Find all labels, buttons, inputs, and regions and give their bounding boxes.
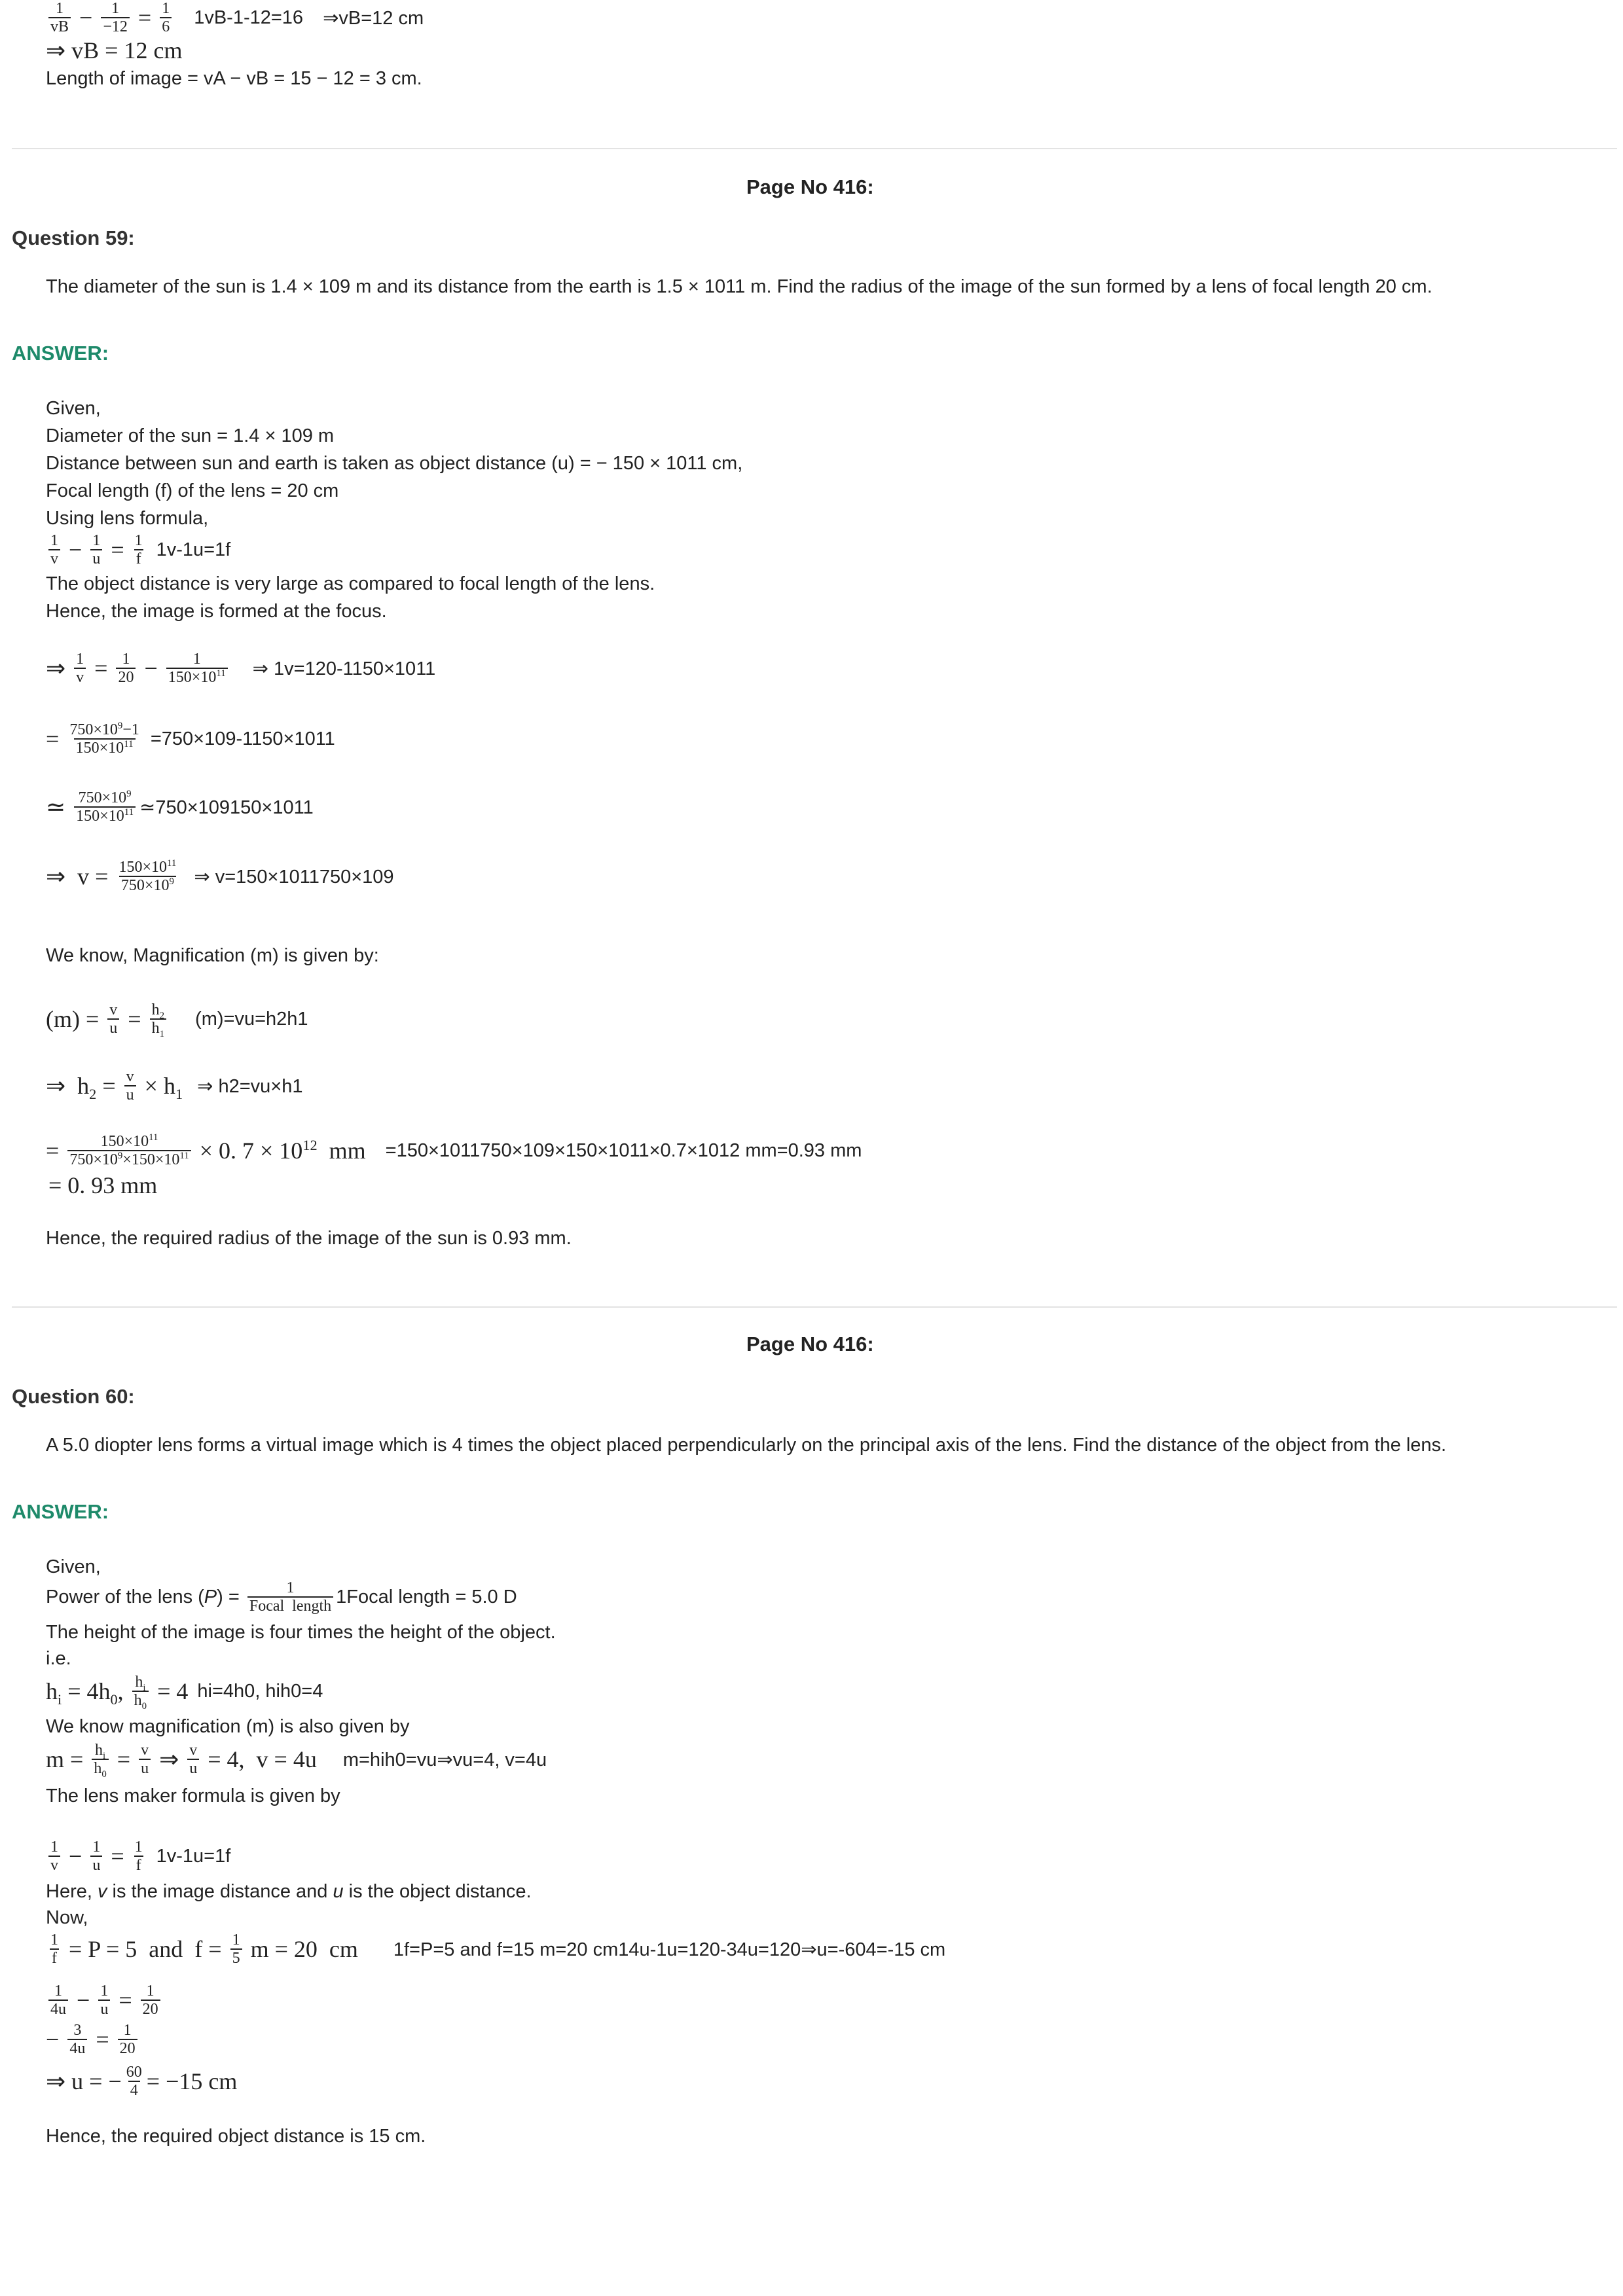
alt-text: (m)=vu=h2h1: [195, 1008, 308, 1030]
conclusion: Hence, the required radius of the image of the sun is 0.93 mm.: [46, 1228, 572, 1249]
alt-text: ⇒ h2=vu×h1: [197, 1075, 303, 1097]
final-value: = 0. 93 mm: [48, 1172, 158, 1198]
image-length: Length of image = vA − vB = 15 − 12 = 3 cm.: [46, 68, 422, 89]
using-formula: Using lens formula,: [46, 508, 209, 529]
answer-label: ANSWER:: [12, 1500, 109, 1523]
step-4: ⇒ v = $\frac{150\times 10^{11}}{750\times 10^9}$ ⇒ v=150×1011750×109: [46, 858, 394, 894]
divider: [12, 148, 1617, 149]
alt-text: ≃750×109150×1011: [139, 797, 314, 818]
lens-formula: $\frac{1}{v}$ − $\frac{1}{u}$ = $\frac{1}{f}$ 1v-1u=1f: [46, 1837, 230, 1876]
step-2: = $\frac{750\times 10^9-1}{150\times 10^{11}}$ =750×109-1150×1011: [46, 721, 335, 757]
question-text: The diameter of the sun is 1.4 × 109 m and its distance from the earth is 1.5 × 1011 m. Find the radius of the image of the sun formed by a lens of focal length 20 cm.: [46, 276, 1432, 297]
answer-label: ANSWER:: [12, 342, 109, 365]
alt-text: m=hih0=vu⇒vu=4, v=4u: [342, 1749, 547, 1770]
alt-text: 1f=P=5 and f=15 m=20 cm14u-1u=120-34u=120⇒u=-604=-15 cm: [393, 1939, 946, 1960]
alt-text: ⇒ 1v=120-1150×1011: [252, 658, 436, 679]
lens-formula: $\frac{1}{v}$ − $\frac{1}{u}$ = $\frac{1}{f}$ 1v-1u=1f: [46, 530, 230, 569]
magnification-intro: We know magnification (m) is also given by: [46, 1716, 410, 1737]
lens-maker-intro: The lens maker formula is given by: [46, 1785, 340, 1806]
magnification-formula: (m) = $\frac{v}{u}$ = $\frac{h_2}{h_1}$ (m)=vu=h2h1: [46, 1001, 308, 1039]
distance-line: Distance between sun and earth is taken as object distance (u) = − 150 × 1011 cm,: [46, 453, 743, 474]
magnification-intro: We know, Magnification (m) is given by:: [46, 945, 379, 966]
page-number: Page No 416:: [746, 175, 874, 198]
alt-text: 1Focal length = 5.0 D: [336, 1586, 517, 1607]
object-far: The object distance is very large as compared to focal length of the lens.: [46, 573, 655, 594]
hi-line: $h_i = 4h_0$, $\frac{h_i}{h_0}$ = 4 hi=4h0, hih0=4: [46, 1674, 323, 1712]
question-heading: Question 59:: [12, 226, 135, 249]
focal-line: Focal length (f) of the lens = 20 cm: [46, 480, 339, 501]
fraction: $\frac{1}{6}$: [160, 0, 172, 35]
alt-text: 1vB-1-12=16: [194, 7, 304, 28]
height-line: The height of the image is four times the height of the object.: [46, 1622, 556, 1643]
question-text: A 5.0 diopter lens forms a virtual image which is 4 times the object placed perpendicularly on the principal axis of the lens. Find the distance of the object from the lens.: [46, 1435, 1447, 1456]
conclusion: Hence, the required object distance is 15 cm.: [46, 2126, 426, 2147]
step-3: ≃ $\frac{750\times 10^9}{150\times 10^{11}}$ ≃750×109150×1011: [46, 789, 314, 825]
alt-text: =750×109-1150×1011: [150, 728, 335, 749]
alt-text: 1v-1u=1f: [156, 539, 231, 560]
question-heading: Question 60:: [12, 1385, 135, 1408]
now: Now,: [46, 1907, 88, 1928]
fraction: $\frac{1}{-12}$: [101, 0, 130, 35]
diameter-line: Diameter of the sun = 1.4 × 109 m: [46, 425, 335, 446]
m-line: m = $\frac{h_i}{h_0}$ = $\frac{v}{u}$ ⇒ $\frac{v}{u}$ = 4, v = 4u m=hih0=vu⇒vu=4, v=4u: [46, 1742, 547, 1780]
alt-text: hi=4h0, hih0=4: [197, 1680, 323, 1702]
eq-2: − $\frac{3}{4u}$ = $\frac{1}{20}$: [46, 2020, 140, 2059]
vb-result: ⇒ vB = 12 cm: [46, 37, 183, 63]
fraction: $\frac{1}{vB}$: [48, 0, 71, 35]
fp-line: $\frac{1}{f}$ = P = 5 and f = $\frac{1}{5}$ m = 20 cm 1f=P=5 and f=15 m=20 cm14u-1u=120-34u=120⇒u=-604=-15 cm: [50, 1931, 946, 1967]
page-number: Page No 416:: [746, 1333, 874, 1355]
ie: i.e.: [46, 1648, 71, 1669]
top-equation: $\frac{1}{vB}$ − $\frac{1}{-12}$ = $\frac{1}{6}$ 1vB-1-12=16 ⇒vB=12 cm: [46, 0, 424, 35]
alt-text: 1v-1u=1f: [156, 1845, 231, 1867]
h2-formula: ⇒ $h_2$ = $\frac{v}{u}$ × $h_1$ ⇒ h2=vu×h1: [46, 1068, 303, 1103]
given: Given,: [46, 1556, 101, 1577]
given: Given,: [46, 398, 101, 419]
alt-text: ⇒vB=12 cm: [323, 7, 424, 29]
power-line: Power of the lens (P) = $\frac{1}{\text{Focal length}}$ 1Focal length = 5.0 D: [46, 1579, 517, 1615]
alt-text: =150×1011750×109×150×1011×0.7×1012 mm=0.93 mm: [385, 1139, 862, 1161]
alt-text: ⇒ v=150×1011750×109: [194, 866, 394, 888]
u-result: ⇒ u = − $\frac{60}{4}$ = −15 cm: [46, 2064, 238, 2099]
step-1: ⇒ $\frac{1}{v}$ = $\frac{1}{20}$ − $\frac{1}{150\times 10^{11}}$ ⇒ 1v=120-1150×1011: [46, 651, 436, 686]
final-step: = $\frac{150\times 10^{11}}{750\times 10^9\times 150\times 10^{11}}$ × 0. $7 \times 10^{12}$ mm =150×1011750×109×150×1011×0.7×1012 mm=0.93 mm: [46, 1132, 862, 1168]
eq-1: $\frac{1}{4u}$ − $\frac{1}{u}$ = $\frac{1}{20}$: [46, 1981, 163, 2020]
here-line: Here, v is the image distance and u is the object distance.: [46, 1881, 532, 1902]
divider: [12, 1306, 1617, 1308]
image-at-focus: Hence, the image is formed at the focus.: [46, 601, 387, 622]
